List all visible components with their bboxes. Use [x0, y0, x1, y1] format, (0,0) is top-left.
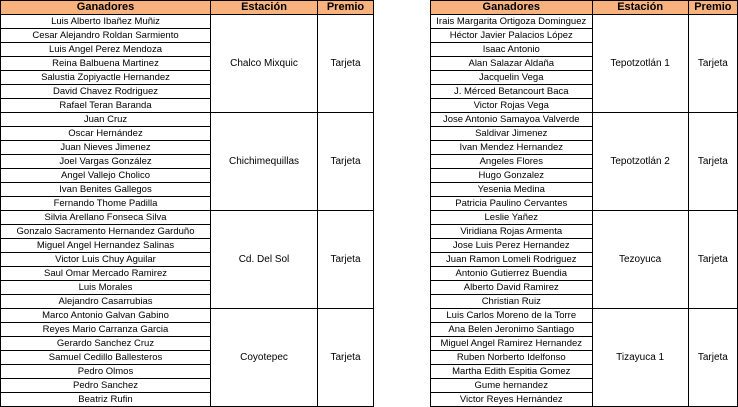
right-body — [431, 15, 738, 407]
header-ganadores: Ganadores — [1, 1, 211, 15]
winner-name: Irais Margarita Ortigoza Dominguez — [431, 15, 593, 29]
table-row — [431, 211, 738, 225]
winner-name: Reyes Mario Carranza Garcia — [1, 323, 211, 337]
prize: Tarjeta — [688, 15, 737, 113]
winner-name: Juan Cruz — [1, 113, 211, 127]
prize: Tarjeta — [688, 211, 737, 309]
prize: Tarjeta — [318, 113, 374, 211]
winner-name: Victor Luis Chuy Aguilar — [1, 253, 211, 267]
table-row — [1, 15, 374, 29]
winner-name: Samuel Cedillo Ballesteros — [1, 351, 211, 365]
station-name: Tepotzotlán 1 — [592, 15, 688, 113]
header-row — [1, 1, 374, 15]
winner-name: Silvia Arellano Fonseca Silva — [1, 211, 211, 225]
winners-table-right — [430, 0, 738, 407]
winner-name: Héctor Javier Palacios López — [431, 29, 593, 43]
winner-name: Ivan Mendez Hernandez — [431, 141, 593, 155]
winner-name: Miguel Angel Hernandez Salinas — [1, 239, 211, 253]
winner-name: Joel Vargas González — [1, 155, 211, 169]
header-premio: Premio — [688, 1, 737, 15]
winner-name: Juan Nieves Jimenez — [1, 141, 211, 155]
winner-name: Martha Edith Espitia Gomez — [431, 365, 593, 379]
winner-name: Fernando Thome Padilla — [1, 197, 211, 211]
header-estacion: Estación — [211, 1, 318, 15]
winner-name: Saul Omar Mercado Ramirez — [1, 267, 211, 281]
winner-name: Pedro Sanchez — [1, 379, 211, 393]
winner-name: Patricia Paulino Cervantes — [431, 197, 593, 211]
winner-name: J. Mérced Betancourt Baca — [431, 85, 593, 99]
winner-name: Victor Rojas Vega — [431, 99, 593, 113]
winner-name: Luis Carlos Moreno de la Torre — [431, 309, 593, 323]
winner-name: Christian Ruiz — [431, 295, 593, 309]
winner-name: Miguel Angel Ramirez Hernandez — [431, 337, 593, 351]
winner-name: Gerardo Sanchez Cruz — [1, 337, 211, 351]
header-premio: Premio — [318, 1, 374, 15]
winner-name: Jose Antonio Samayoa Valverde — [431, 113, 593, 127]
winner-name: Alejandro Casarrubias — [1, 295, 211, 309]
left-body — [1, 15, 374, 407]
winner-name: Victor Reyes Hernández — [431, 393, 593, 407]
winner-name: Angeles Flores — [431, 155, 593, 169]
station-name: Coyotepec — [211, 309, 318, 407]
station-name: Cd. Del Sol — [211, 211, 318, 309]
winner-name: Salustia Zopiyactle Hernandez — [1, 71, 211, 85]
winner-name: Gonzalo Sacramento Hernandez Garduño — [1, 225, 211, 239]
station-name: Tepotzotlán 2 — [592, 113, 688, 211]
winner-name: Jose Luis Perez Hernandez — [431, 239, 593, 253]
prize: Tarjeta — [318, 15, 374, 113]
table-row — [1, 113, 374, 127]
winner-name: Viridiana Rojas Armenta — [431, 225, 593, 239]
table-row — [1, 211, 374, 225]
winner-name: Leslie Yañez — [431, 211, 593, 225]
winner-name: David Chavez Rodriguez — [1, 85, 211, 99]
winner-name: Marco Antonio Galvan Gabino — [1, 309, 211, 323]
table-row — [431, 113, 738, 127]
table-row — [431, 309, 738, 323]
winner-name: Isaac Antonio — [431, 43, 593, 57]
winner-name: Ruben Norberto Idelfonso — [431, 351, 593, 365]
winner-name: Luis Angel Perez Mendoza — [1, 43, 211, 57]
winner-name: Hugo Gonzalez — [431, 169, 593, 183]
winner-name: Rafael Teran Baranda — [1, 99, 211, 113]
prize: Tarjeta — [688, 113, 737, 211]
winner-name: Juan Ramon Lomeli Rodriguez — [431, 253, 593, 267]
prize: Tarjeta — [318, 211, 374, 309]
winner-name: Oscar Hernández — [1, 127, 211, 141]
table-row — [1, 309, 374, 323]
station-name: Chalco Mixquic — [211, 15, 318, 113]
winner-name: Luis Alberto Ibañez Muñiz — [1, 15, 211, 29]
winner-name: Gume hernandez — [431, 379, 593, 393]
winner-name: Alan Salazar Aldaña — [431, 57, 593, 71]
winner-name: Reina Balbuena Martinez — [1, 57, 211, 71]
prize: Tarjeta — [688, 309, 737, 407]
winner-name: Alberto David Ramirez — [431, 281, 593, 295]
station-name: Chichimequillas — [211, 113, 318, 211]
winner-name: Antonio Gutierrez Buendia — [431, 267, 593, 281]
station-name: Tizayuca 1 — [592, 309, 688, 407]
header-row — [431, 1, 738, 15]
table-row — [431, 15, 738, 29]
station-name: Tezoyuca — [592, 211, 688, 309]
winner-name: Ivan Benites Gallegos — [1, 183, 211, 197]
winner-name: Ana Belen Jeronimo Santiago — [431, 323, 593, 337]
winner-name: Jacquelin Vega — [431, 71, 593, 85]
winner-name: Beatriz Rufin — [1, 393, 211, 407]
winner-name: Luis Morales — [1, 281, 211, 295]
winner-name: Angel Vallejo Cholico — [1, 169, 211, 183]
winner-name: Yesenia Medina — [431, 183, 593, 197]
header-ganadores: Ganadores — [431, 1, 593, 15]
winner-name: Saldivar Jimenez — [431, 127, 593, 141]
winner-name: Cesar Alejandro Roldan Sarmiento — [1, 29, 211, 43]
header-estacion: Estación — [592, 1, 688, 15]
winner-name: Pedro Olmos — [1, 365, 211, 379]
prize: Tarjeta — [318, 309, 374, 407]
